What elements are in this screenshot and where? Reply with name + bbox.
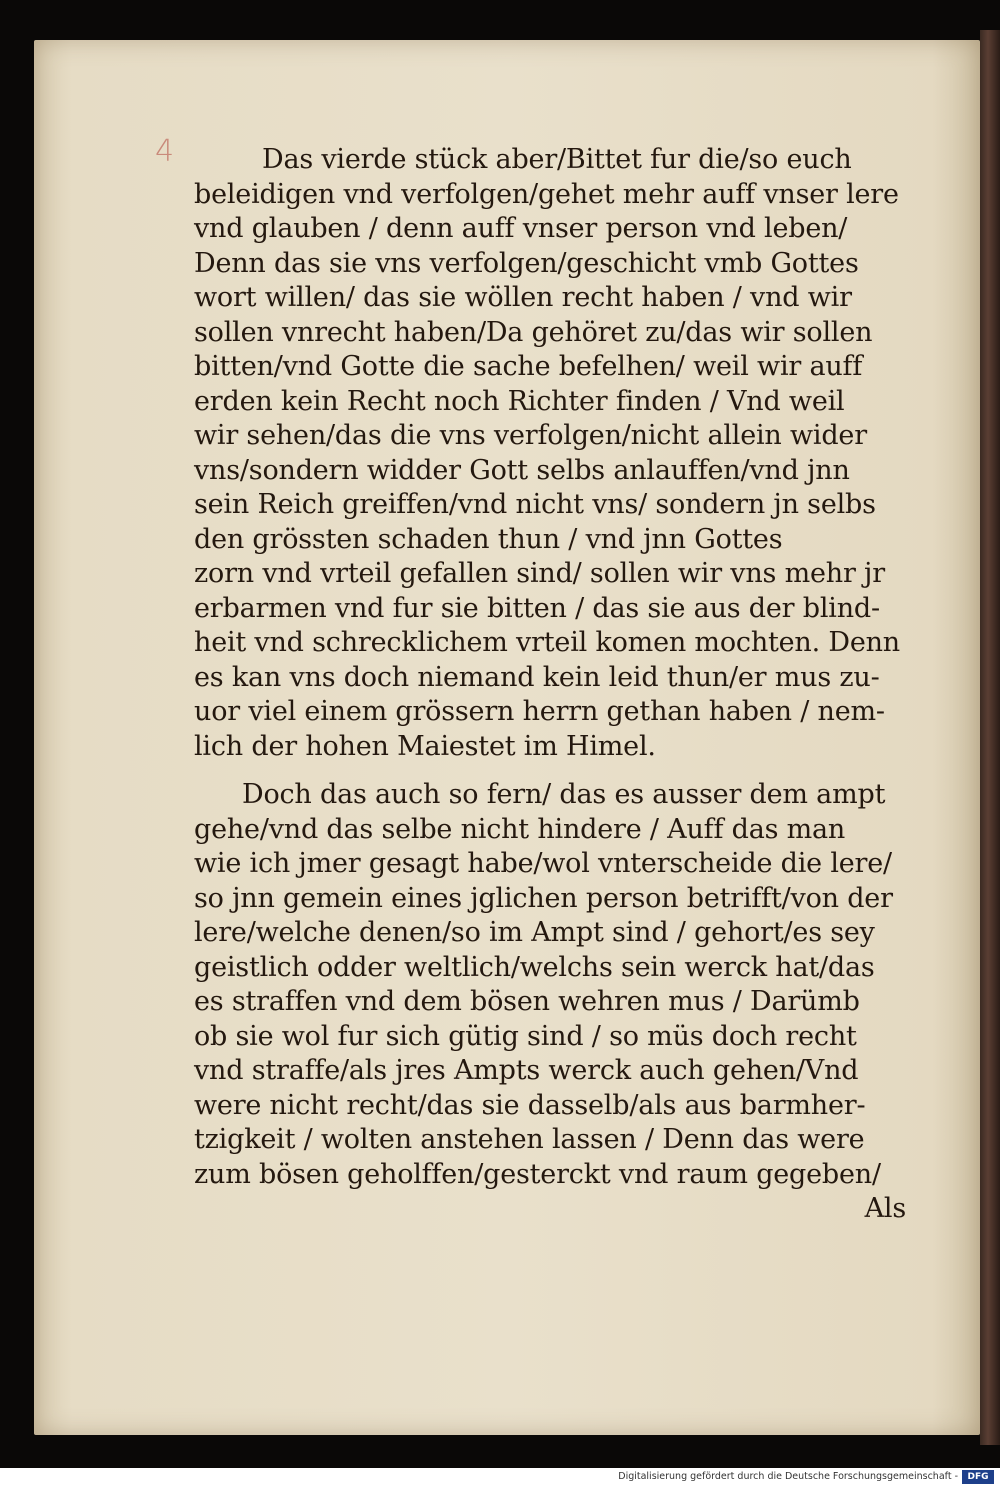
text-line: geistlich odder weltlich/welchs sein werck hat/das [194,951,875,983]
text-line: es straffen vnd dem bösen wehren mus / Darümb [194,986,860,1017]
text-line: lere/welche denen/so im Ampt sind / gehort/es sey [194,917,875,948]
text-line: erbarmen vnd fur sie bitten / das sie aus der blind- [194,592,880,624]
text-line: lich der hohen Maiestet im Himel. [194,730,656,762]
text-line: gehe/vnd das selbe nicht hindere / Auff das man [194,813,846,845]
catchword: Als [864,1193,906,1224]
book-edge [980,30,1000,1445]
paragraph-2 [194,778,906,1227]
text-line: wie ich jmer gesagt habe/wol vnterscheide die lere/ [194,848,892,879]
text-line: wir sehen/das die vns verfolgen/nicht allein wider [194,420,867,451]
text-line: Das vierde stück aber/Bittet fur die/so euch [262,144,852,175]
text-line: sollen vnrecht haben/Da gehöret zu/das wir sollen [194,316,873,348]
text-line: den grössten schaden thun / vnd jnn Gottes [194,523,783,555]
text-line: so jnn gemein eines jglichen person betrifft/von der [194,882,893,914]
text-line: bitten/vnd Gotte die sache befelhen/ weil wir auff [194,351,863,382]
text-line: vnd straffe/als jres Ampts werck auch gehen/Vnd [194,1055,859,1086]
paragraph-1 [194,143,906,764]
dfg-logo: DFG [962,1470,994,1484]
text-line: es kan vns doch niemand kein leid thun/er mus zu- [194,661,880,693]
text-line: ob sie wol fur sich gütig sind / so müs doch recht [194,1020,857,1052]
text-line: vns/sondern widder Gott selbs anlauffen/vnd jnn [194,454,850,486]
text-line: tzigkeit / wolten anstehen lassen / Denn das were [194,1124,865,1155]
text-line: vnd glauben / denn auff vnser person vnd leben/ [194,213,848,244]
text-line: zorn vnd vrteil gefallen sind/ sollen wir vns mehr jr [194,558,885,589]
text-line: zum bösen geholffen/gesterckt vnd raum gegeben/ [194,1158,881,1190]
text-line: beleidigen vnd verfolgen/gehet mehr auff vnser lere [194,178,899,210]
text-line: uor viel einem grössern herrn gethan haben / nem- [194,696,885,727]
text-line: Doch das auch so fern/ das es ausser dem ampt [242,779,886,810]
text-line: wort willen/ das sie wöllen recht haben / vnd wir [194,282,852,313]
text-line: Denn das sie vns verfolgen/geschicht vmb Gottes [194,247,859,279]
text-line: sein Reich greiffen/vnd nicht vns/ sondern jn selbs [194,489,876,520]
margin-note: 4 [155,134,175,169]
text-line: were nicht recht/das sie dasselb/als aus barmher- [194,1089,866,1121]
footer-credit: Digitalisierung gefördert durch die Deutsche Forschungsgemeinschaft - [618,1471,958,1482]
text-line: heit vnd schrecklichem vrteil komen mochten. Denn [194,627,900,658]
text-line: erden kein Recht noch Richter finden / Vnd weil [194,385,845,417]
